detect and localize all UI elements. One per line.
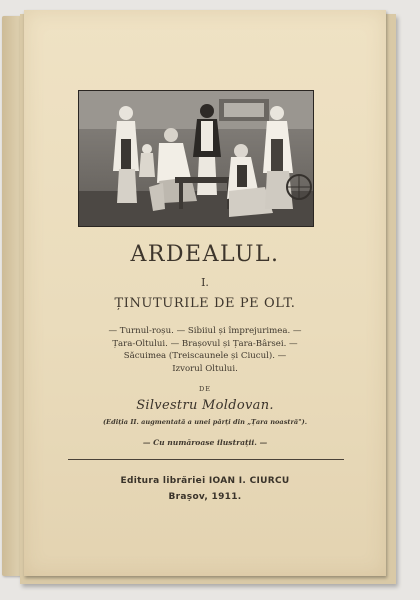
places-line: — Turnul-roșu. — Sibiiul și împrejurimea. — (108, 326, 302, 336)
publisher-line: Editura librăriei IOAN I. CIURCU (120, 476, 290, 486)
illustrations-note: — Cu număroase ilustrații. — (142, 438, 268, 447)
title-page (24, 10, 386, 576)
places-line: Săcuimea (Treiscaunele și Ciucul). — (123, 351, 287, 362)
volume-number: I. (201, 276, 209, 289)
by-label: DE (199, 385, 211, 393)
photo-illustration (79, 91, 313, 226)
places-list (24, 325, 386, 375)
book-subtitle: ȚINUTURILE DE PE OLT. (114, 296, 296, 311)
edition-note: (Ediția II. augmentată a unei părți din „Țara noastră"). (102, 418, 308, 426)
author-name: Silvestru Moldovan. (136, 398, 274, 413)
city-year: Brașov, 1911. (168, 492, 242, 502)
places-line: Țara-Oltului. — Brașovul și Țara-Bârsei. — (112, 338, 298, 349)
frontispiece-photo (78, 90, 314, 227)
places-line: Izvorul Oltului. (172, 363, 238, 374)
book-title: ARDEALUL. (130, 242, 280, 267)
divider-rule (68, 459, 344, 460)
